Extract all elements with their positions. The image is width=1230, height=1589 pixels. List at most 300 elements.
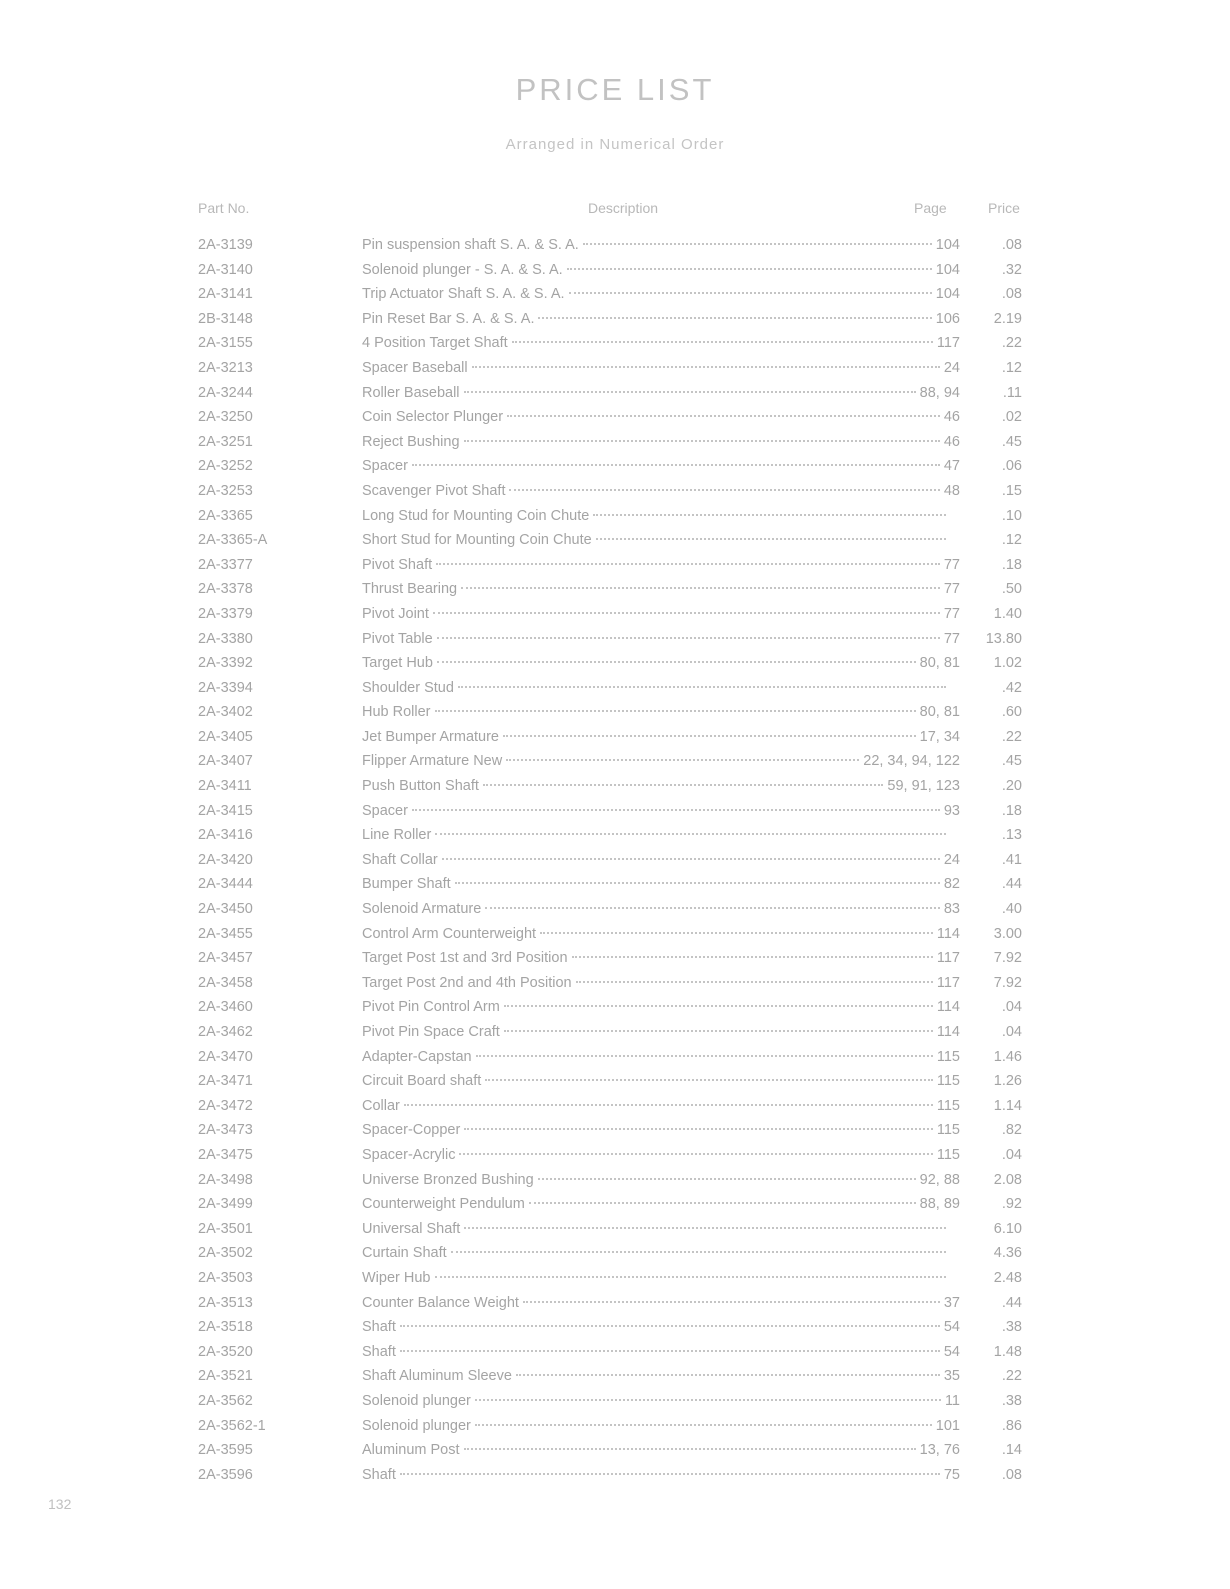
part-number: 2A-3139 (198, 237, 253, 253)
part-price: .45 (1001, 753, 1022, 770)
description-cell (362, 872, 960, 897)
part-description: Universal Shaft (362, 1220, 461, 1237)
part-number: 2A-3450 (198, 901, 253, 918)
part-number: 2A-3473 (198, 1122, 253, 1139)
dot-leader (516, 1374, 940, 1376)
page-reference: 13, 76 (919, 1442, 960, 1459)
table-row (0, 872, 1230, 897)
table-row (0, 430, 1230, 455)
part-description: Pin suspension shaft S. A. & S. A. (362, 237, 579, 253)
description-cell (362, 995, 960, 1020)
part-number: 2A-3562 (198, 1392, 253, 1409)
part-price: .18 (1001, 556, 1022, 573)
description-cell (362, 282, 960, 307)
page-reference: 24 (943, 851, 960, 868)
table-row (0, 602, 1230, 627)
table-row (0, 676, 1230, 701)
dot-leader (538, 1178, 916, 1180)
table-row (0, 553, 1230, 578)
page-reference: 88, 94 (919, 384, 960, 401)
page-reference: 93 (943, 802, 960, 819)
description-cell (362, 553, 960, 578)
part-number: 2A-3244 (198, 384, 253, 401)
description-cell (362, 700, 960, 725)
table-row (0, 700, 1230, 725)
part-price: 1.48 (993, 1343, 1022, 1360)
dot-leader (476, 1055, 933, 1057)
part-price: .32 (1001, 261, 1022, 278)
page-reference: 11 (944, 1392, 960, 1409)
description-cell (362, 1266, 960, 1291)
part-description: Spacer (362, 458, 408, 475)
part-number: 2A-3458 (198, 974, 253, 991)
table-row (0, 1069, 1230, 1094)
dot-leader (504, 1005, 933, 1007)
table-row (0, 774, 1230, 799)
dot-leader (400, 1473, 940, 1475)
part-price: .38 (1001, 1392, 1022, 1409)
page-reference: 24 (943, 359, 960, 376)
part-description: Coin Selector Plunger (362, 409, 504, 426)
dot-leader (475, 1399, 941, 1401)
description-cell (362, 430, 960, 455)
table-row (0, 848, 1230, 873)
part-description: Solenoid plunger - S. A. & S. A. (362, 261, 563, 278)
description-cell (362, 1217, 960, 1242)
column-header-description: Description (588, 200, 659, 216)
dot-leader (485, 1079, 933, 1081)
table-row (0, 799, 1230, 824)
dot-leader (461, 587, 940, 589)
description-cell (362, 897, 960, 922)
part-number: 2A-3402 (198, 704, 253, 721)
description-cell (362, 1414, 960, 1439)
table-row (0, 577, 1230, 602)
part-number: 2A-3460 (198, 999, 253, 1016)
part-description: Jet Bumper Armature (362, 728, 499, 745)
part-description: Curtain Shaft (362, 1245, 447, 1262)
table-row (0, 1389, 1230, 1414)
part-description: Pivot Joint (362, 605, 429, 622)
table-row (0, 1118, 1230, 1143)
part-number: 2A-3250 (198, 409, 253, 426)
dot-leader (464, 1128, 933, 1130)
part-number: 2A-3596 (198, 1466, 253, 1483)
part-price: .12 (1001, 532, 1022, 549)
table-row (0, 258, 1230, 283)
part-number: 2A-3503 (198, 1269, 253, 1286)
part-description: Pin Reset Bar S. A. & S. A. (362, 310, 535, 327)
dot-leader (442, 858, 940, 860)
part-description: Bumper Shaft (362, 876, 451, 893)
dot-leader (540, 932, 933, 934)
part-price: .14 (1001, 1442, 1022, 1459)
part-description: Short Stud for Mounting Coin Chute (362, 532, 592, 549)
part-number: 2A-3392 (198, 655, 253, 672)
table-row (0, 922, 1230, 947)
table-row (0, 1438, 1230, 1463)
part-price: 1.14 (993, 1097, 1022, 1114)
description-cell (362, 922, 960, 947)
dot-leader (596, 538, 946, 540)
part-description: Adapter-Capstan (362, 1048, 472, 1065)
table-row (0, 405, 1230, 430)
part-price: .04 (1001, 1146, 1022, 1163)
part-number: 2A-3462 (198, 1024, 253, 1040)
part-number: 2A-3407 (198, 753, 253, 770)
part-number: 2A-3455 (198, 925, 253, 942)
description-cell (362, 946, 960, 971)
part-description: Aluminum Post (362, 1442, 460, 1459)
part-description: Flipper Armature New (362, 753, 503, 770)
page-reference: 101 (935, 1417, 960, 1434)
part-price: .06 (1001, 458, 1022, 475)
part-description: Universe Bronzed Bushing (362, 1171, 534, 1188)
table-row (0, 1045, 1230, 1070)
description-cell (362, 971, 960, 996)
description-cell (362, 627, 960, 652)
table-row (0, 331, 1230, 356)
description-cell (362, 1241, 960, 1266)
part-number: 2B-3148 (198, 310, 253, 327)
description-cell (362, 479, 960, 504)
page-reference: 114 (936, 1024, 960, 1040)
part-number: 2A-3213 (198, 359, 253, 376)
table-row (0, 479, 1230, 504)
page-subtitle: Arranged in Numerical Order (505, 136, 725, 153)
dot-leader (455, 882, 940, 884)
table-row (0, 1315, 1230, 1340)
description-cell (362, 725, 960, 750)
page-reference: 114 (936, 925, 960, 942)
page-reference: 115 (936, 1048, 960, 1065)
part-number: 2A-3444 (198, 876, 253, 893)
part-number: 2A-3518 (198, 1319, 253, 1336)
page-reference: 80, 81 (919, 655, 960, 672)
part-price: 2.19 (993, 310, 1022, 327)
description-cell (362, 602, 960, 627)
dot-leader (437, 661, 916, 663)
dot-leader (572, 956, 933, 958)
part-number: 2A-3502 (198, 1245, 253, 1262)
table-row (0, 995, 1230, 1020)
description-cell (362, 233, 960, 258)
page-reference: 106 (935, 310, 960, 327)
dot-leader (404, 1104, 933, 1106)
table-row (0, 307, 1230, 332)
part-description: Control Arm Counterweight (362, 925, 537, 942)
part-price: .22 (1001, 728, 1022, 745)
dot-leader (435, 1276, 947, 1278)
dot-leader (509, 489, 939, 491)
description-cell (362, 331, 960, 356)
part-description: Target Post 1st and 3rd Position (362, 950, 568, 967)
description-cell (362, 1118, 960, 1143)
dot-leader (569, 292, 932, 294)
part-description: Line Roller (362, 827, 432, 844)
part-price: .44 (1001, 876, 1022, 893)
table-row (0, 1192, 1230, 1217)
column-header-part-no: Part No. (198, 200, 250, 216)
table-row (0, 1414, 1230, 1439)
part-price: .11 (1002, 384, 1022, 401)
part-price: 1.46 (993, 1048, 1022, 1065)
table-row (0, 627, 1230, 652)
table-row (0, 1463, 1230, 1488)
description-cell (362, 651, 960, 676)
part-price: .42 (1001, 679, 1022, 696)
page-reference: 115 (936, 1097, 960, 1114)
dot-leader (412, 464, 940, 466)
description-cell (362, 848, 960, 873)
part-description: Thrust Bearing (362, 581, 458, 598)
part-price: 13.80 (985, 630, 1022, 647)
part-price: .82 (1001, 1122, 1022, 1139)
part-description: Reject Bushing (362, 433, 460, 450)
part-description: Spacer-Copper (362, 1122, 461, 1139)
part-description: Pivot Table (362, 630, 433, 647)
part-description: Pivot Pin Control Arm (362, 999, 500, 1016)
part-price: .15 (1001, 482, 1022, 499)
part-number: 2A-3411 (198, 778, 252, 795)
dot-leader (464, 391, 916, 393)
page-reference: 114 (936, 999, 960, 1016)
dot-leader (503, 735, 916, 737)
description-cell (362, 1045, 960, 1070)
part-number: 2A-3253 (198, 482, 253, 499)
page-reference: 77 (943, 605, 960, 622)
part-price: .38 (1001, 1319, 1022, 1336)
column-header-price: Price (988, 200, 1020, 216)
part-price: .86 (1001, 1417, 1022, 1434)
part-number: 2A-3415 (198, 802, 253, 819)
part-price: .44 (1001, 1294, 1022, 1311)
part-number: 2A-3520 (198, 1343, 253, 1360)
part-price: 7.92 (993, 950, 1022, 967)
description-cell (362, 1364, 960, 1389)
part-description: Pivot Shaft (362, 556, 433, 573)
page-reference: 77 (943, 630, 960, 647)
description-cell (362, 1143, 960, 1168)
description-cell (362, 258, 960, 283)
page-reference: 117 (936, 950, 960, 967)
part-number: 2A-3365 (198, 507, 253, 524)
table-row (0, 1291, 1230, 1316)
part-price: .22 (1001, 1368, 1022, 1385)
part-price: 2.48 (993, 1269, 1022, 1286)
table-row (0, 1364, 1230, 1389)
page-reference: 115 (936, 1073, 960, 1090)
part-description: Spacer Baseball (362, 359, 468, 376)
part-number: 2A-3471 (198, 1073, 253, 1090)
page-reference: 54 (943, 1343, 960, 1360)
dot-leader (472, 366, 940, 368)
page-reference: 82 (943, 876, 960, 893)
page-reference: 83 (943, 901, 960, 918)
description-cell (362, 1020, 960, 1045)
part-description: Push Button Shaft (362, 778, 479, 795)
description-cell (362, 676, 960, 701)
part-description: Counterweight Pendulum (362, 1196, 525, 1213)
part-number: 2A-3470 (198, 1048, 253, 1065)
part-price: .41 (1001, 851, 1022, 868)
table-row (0, 651, 1230, 676)
part-description: Shaft Collar (362, 851, 438, 868)
part-number: 2A-3377 (198, 556, 253, 573)
description-cell (362, 1192, 960, 1217)
part-number: 2A-3155 (198, 335, 253, 352)
part-price: .60 (1001, 704, 1022, 721)
part-number: 2A-3365-A (198, 532, 268, 549)
part-description: Circuit Board shaft (362, 1073, 482, 1090)
dot-leader (523, 1301, 940, 1303)
dot-leader (538, 317, 931, 319)
part-description: Shoulder Stud (362, 679, 454, 696)
part-price: .22 (1001, 335, 1022, 352)
page-number: 132 (48, 1496, 72, 1512)
page-reference: 88, 89 (919, 1196, 960, 1213)
part-description: Long Stud for Mounting Coin Chute (362, 507, 590, 524)
part-price: .18 (1001, 802, 1022, 819)
page-reference: 104 (935, 261, 960, 278)
part-number: 2A-3562-1 (198, 1417, 266, 1434)
part-number: 2A-3394 (198, 679, 253, 696)
table-row (0, 946, 1230, 971)
dot-leader (529, 1202, 916, 1204)
description-cell (362, 1069, 960, 1094)
dot-leader (459, 1153, 932, 1155)
page-reference: 80, 81 (919, 704, 960, 721)
page-reference: 104 (935, 286, 960, 303)
table-row (0, 282, 1230, 307)
dot-leader (464, 1448, 916, 1450)
part-number: 2A-3140 (198, 261, 253, 278)
table-row (0, 381, 1230, 406)
dot-leader (593, 514, 946, 516)
part-description: Target Post 2nd and 4th Position (362, 974, 572, 991)
description-cell (362, 1168, 960, 1193)
part-price: .10 (1001, 507, 1022, 524)
part-price: 3.00 (993, 925, 1022, 942)
page-reference: 22, 34, 94, 122 (863, 753, 960, 770)
part-description: Counter Balance Weight (362, 1294, 519, 1311)
table-row (0, 823, 1230, 848)
table-row (0, 1340, 1230, 1365)
table-row (0, 1168, 1230, 1193)
part-number: 2A-3513 (198, 1294, 253, 1311)
page-reference: 54 (943, 1319, 960, 1336)
part-description: Wiper Hub (362, 1269, 431, 1286)
page-reference: 92, 88 (919, 1171, 960, 1188)
part-price: .08 (1001, 237, 1022, 253)
page-reference: 117 (936, 974, 960, 991)
part-price: 1.02 (993, 655, 1022, 672)
dot-leader (504, 1030, 933, 1032)
description-cell (362, 1094, 960, 1119)
page-reference: 117 (936, 335, 960, 352)
dot-leader (576, 981, 933, 983)
description-cell (362, 1315, 960, 1340)
dot-leader (464, 440, 940, 442)
part-price: .08 (1001, 286, 1022, 303)
dot-leader (458, 686, 946, 688)
dot-leader (506, 759, 859, 761)
page-reference: 77 (943, 556, 960, 573)
page-reference: 47 (943, 458, 960, 475)
page-reference: 77 (943, 581, 960, 598)
dot-leader (435, 710, 916, 712)
table-row (0, 897, 1230, 922)
part-number: 2A-3499 (198, 1196, 253, 1213)
description-cell (362, 528, 960, 553)
part-number: 2A-3252 (198, 458, 253, 475)
dot-leader (583, 243, 932, 245)
part-price: 2.08 (993, 1171, 1022, 1188)
description-cell (362, 405, 960, 430)
part-price: .12 (1001, 359, 1022, 376)
description-cell (362, 1340, 960, 1365)
dot-leader (567, 268, 932, 270)
part-price: .40 (1001, 901, 1022, 918)
dot-leader (483, 784, 884, 786)
dot-leader (436, 563, 940, 565)
part-price: .04 (1001, 999, 1022, 1016)
part-description: Spacer (362, 802, 408, 819)
dot-leader (412, 809, 940, 811)
dot-leader (437, 637, 940, 639)
description-cell (362, 356, 960, 381)
part-price: .45 (1001, 433, 1022, 450)
table-row (0, 1217, 1230, 1242)
part-number: 2A-3501 (198, 1220, 253, 1237)
part-price: .50 (1001, 581, 1022, 598)
part-price: .92 (1001, 1196, 1022, 1213)
page-reference: 104 (935, 237, 960, 253)
part-price: .13 (1001, 827, 1022, 844)
part-number: 2A-3457 (198, 950, 253, 967)
part-description: 4 Position Target Shaft (362, 335, 508, 352)
table-row (0, 725, 1230, 750)
part-number: 2A-3420 (198, 851, 253, 868)
description-cell (362, 1438, 960, 1463)
part-number: 2A-3521 (198, 1368, 253, 1385)
description-cell (362, 454, 960, 479)
description-cell (362, 799, 960, 824)
part-price: 1.26 (993, 1073, 1022, 1090)
part-description: Shaft (362, 1343, 396, 1360)
part-description: Solenoid plunger (362, 1417, 471, 1434)
part-number: 2A-3379 (198, 605, 253, 622)
table-row (0, 1143, 1230, 1168)
part-description: Shaft Aluminum Sleeve (362, 1368, 512, 1385)
table-row (0, 454, 1230, 479)
part-number: 2A-3472 (198, 1097, 253, 1114)
table-row (0, 528, 1230, 553)
part-description: Pivot Pin Space Craft (362, 1024, 500, 1040)
part-number: 2A-3595 (198, 1442, 253, 1459)
table-row (0, 233, 1230, 258)
table-row (0, 1266, 1230, 1291)
part-description: Collar (362, 1097, 400, 1114)
part-price: 4.36 (993, 1245, 1022, 1262)
description-cell (362, 749, 960, 774)
page-reference: 75 (943, 1466, 960, 1483)
description-cell (362, 823, 960, 848)
part-number: 2A-3380 (198, 630, 253, 647)
column-header-page: Page (914, 200, 947, 216)
description-cell (362, 307, 960, 332)
part-description: Shaft (362, 1466, 396, 1483)
